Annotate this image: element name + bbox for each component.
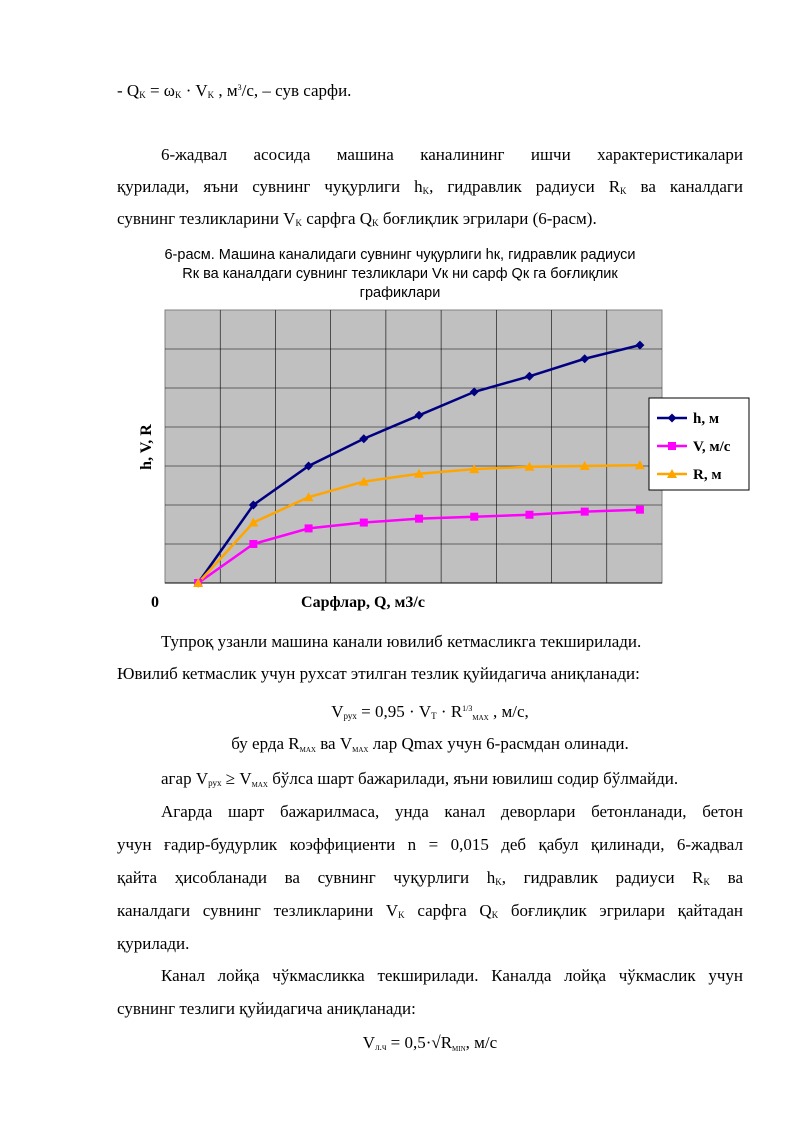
data-point-series-1 — [636, 506, 644, 514]
paragraph-6-line-2: сувнинг тезлиги қуйидагича аниқланади: — [117, 999, 416, 1018]
y-axis-label: h, V, R — [138, 424, 155, 470]
legend-label-2: R, м — [693, 467, 722, 483]
plot-area — [165, 310, 662, 583]
paragraph-5-line-4: каналдаги сувнинг тезликларини VK сарфга QK боғлиқлик эгрилари қайтадан — [117, 901, 743, 920]
paragraph-6-line-1: Канал лойқа чўкмасликка текширилади. Каналда лойқа чўкмаслик учун — [161, 966, 743, 985]
data-point-series-1 — [415, 515, 423, 523]
paragraph-1-line-2: қурилади, яъни сувнинг чуқурлиги hK, гидравлик радиуси RK ва каналдаги — [117, 177, 744, 196]
data-point-series-1 — [470, 513, 478, 521]
paragraph-5-line-2: учун ғадир-будурлик коэффициенти n = 0,015 деб қабул қилинади, 6-жадвал — [117, 835, 743, 854]
legend-label-0: h, м — [693, 411, 720, 427]
paragraph-1-line-1: 6-жадвал асосида машина каналининг ишчи характеристикалари — [161, 145, 743, 164]
formula-v-lch: Vл.ч = 0,5·√RMIN, м/с — [362, 1033, 498, 1053]
formula-q-line: - QK = ωK · VK , $м^3/с$, – сув сарфи. — [117, 81, 352, 100]
legend-label-1: V, м/с — [693, 439, 731, 455]
data-point-series-1 — [360, 519, 368, 527]
paragraph-4: агар Vрух ≥ VMAX бўлса шарт бажарилади, яъни ювилиш содир бўлмайди. — [161, 769, 679, 789]
paragraph-5-line-1: Агарда шарт бажарилмаса, унда канал деворлари бетонланади, бетон — [161, 802, 743, 821]
paragraph-2-line-1: Тупроқ узанли машина канали ювилиб кетмасликга текширилади. — [161, 632, 642, 651]
paragraph-1-line-3: сувнинг тезликларини VK сарфга QK боғлиқлик эгрилари (6-расм). — [117, 209, 597, 228]
paragraph-5-line-3: қайта ҳисобланади ва сувнинг чуқурлиги hK, гидравлик радиуси RK ва — [117, 868, 743, 887]
legend-marker-1 — [668, 442, 676, 450]
data-point-series-1 — [305, 524, 313, 532]
data-point-series-1 — [525, 511, 533, 519]
data-point-series-1 — [249, 540, 257, 548]
x-axis-label: Сарфлар, Q, м3/с — [301, 594, 425, 611]
figure-caption: 6-расм. Машина каналидаги сувнинг чуқурлиги hк, гидравлик радиуси Rк ва каналдаги сувнинг тезликлари Vк ни сарф Qк га боғлиқлик графиклари — [164, 247, 636, 301]
data-point-series-1 — [581, 508, 589, 516]
paragraph-3: бу ерда RMAX ва VMAX лар Qmax учун 6-расмдан олинади. — [231, 734, 629, 754]
formula-v-rux: Vрух = 0,95 · VT · $R^{1/3}MAX$ , м/с, — [331, 702, 529, 722]
paragraph-5-line-5: қурилади. — [117, 934, 190, 953]
x-origin-label: 0 — [151, 594, 159, 611]
paragraph-2-line-2: Ювилиб кетмаслик учун рухсат этилган тезлик қуйидагича аниқланади: — [117, 664, 640, 683]
